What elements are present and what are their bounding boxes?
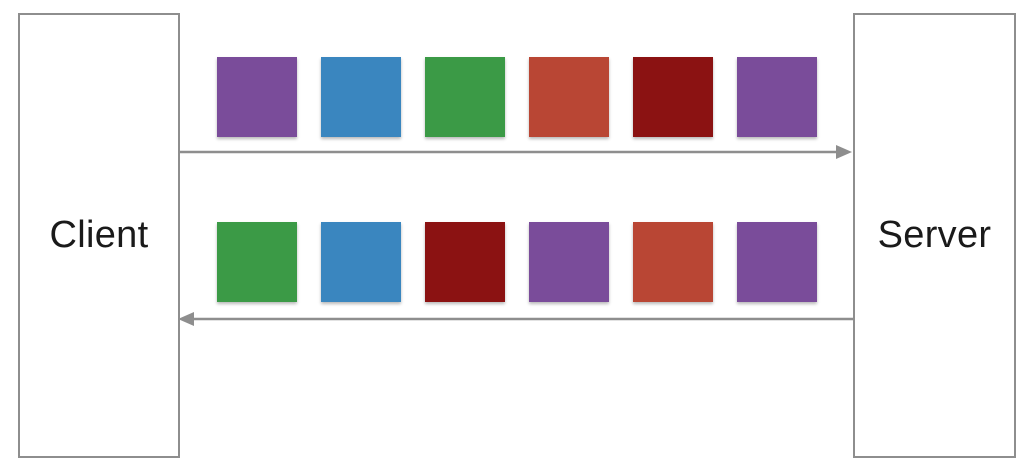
response-packet-5	[633, 222, 713, 302]
client-label: Client	[49, 214, 149, 256]
response-packet-3	[425, 222, 505, 302]
response-packet-4	[529, 222, 609, 302]
response-packet-2	[321, 222, 401, 302]
server-label: Server	[877, 214, 992, 256]
response-packet-6	[737, 222, 817, 302]
response-packet-1	[217, 222, 297, 302]
